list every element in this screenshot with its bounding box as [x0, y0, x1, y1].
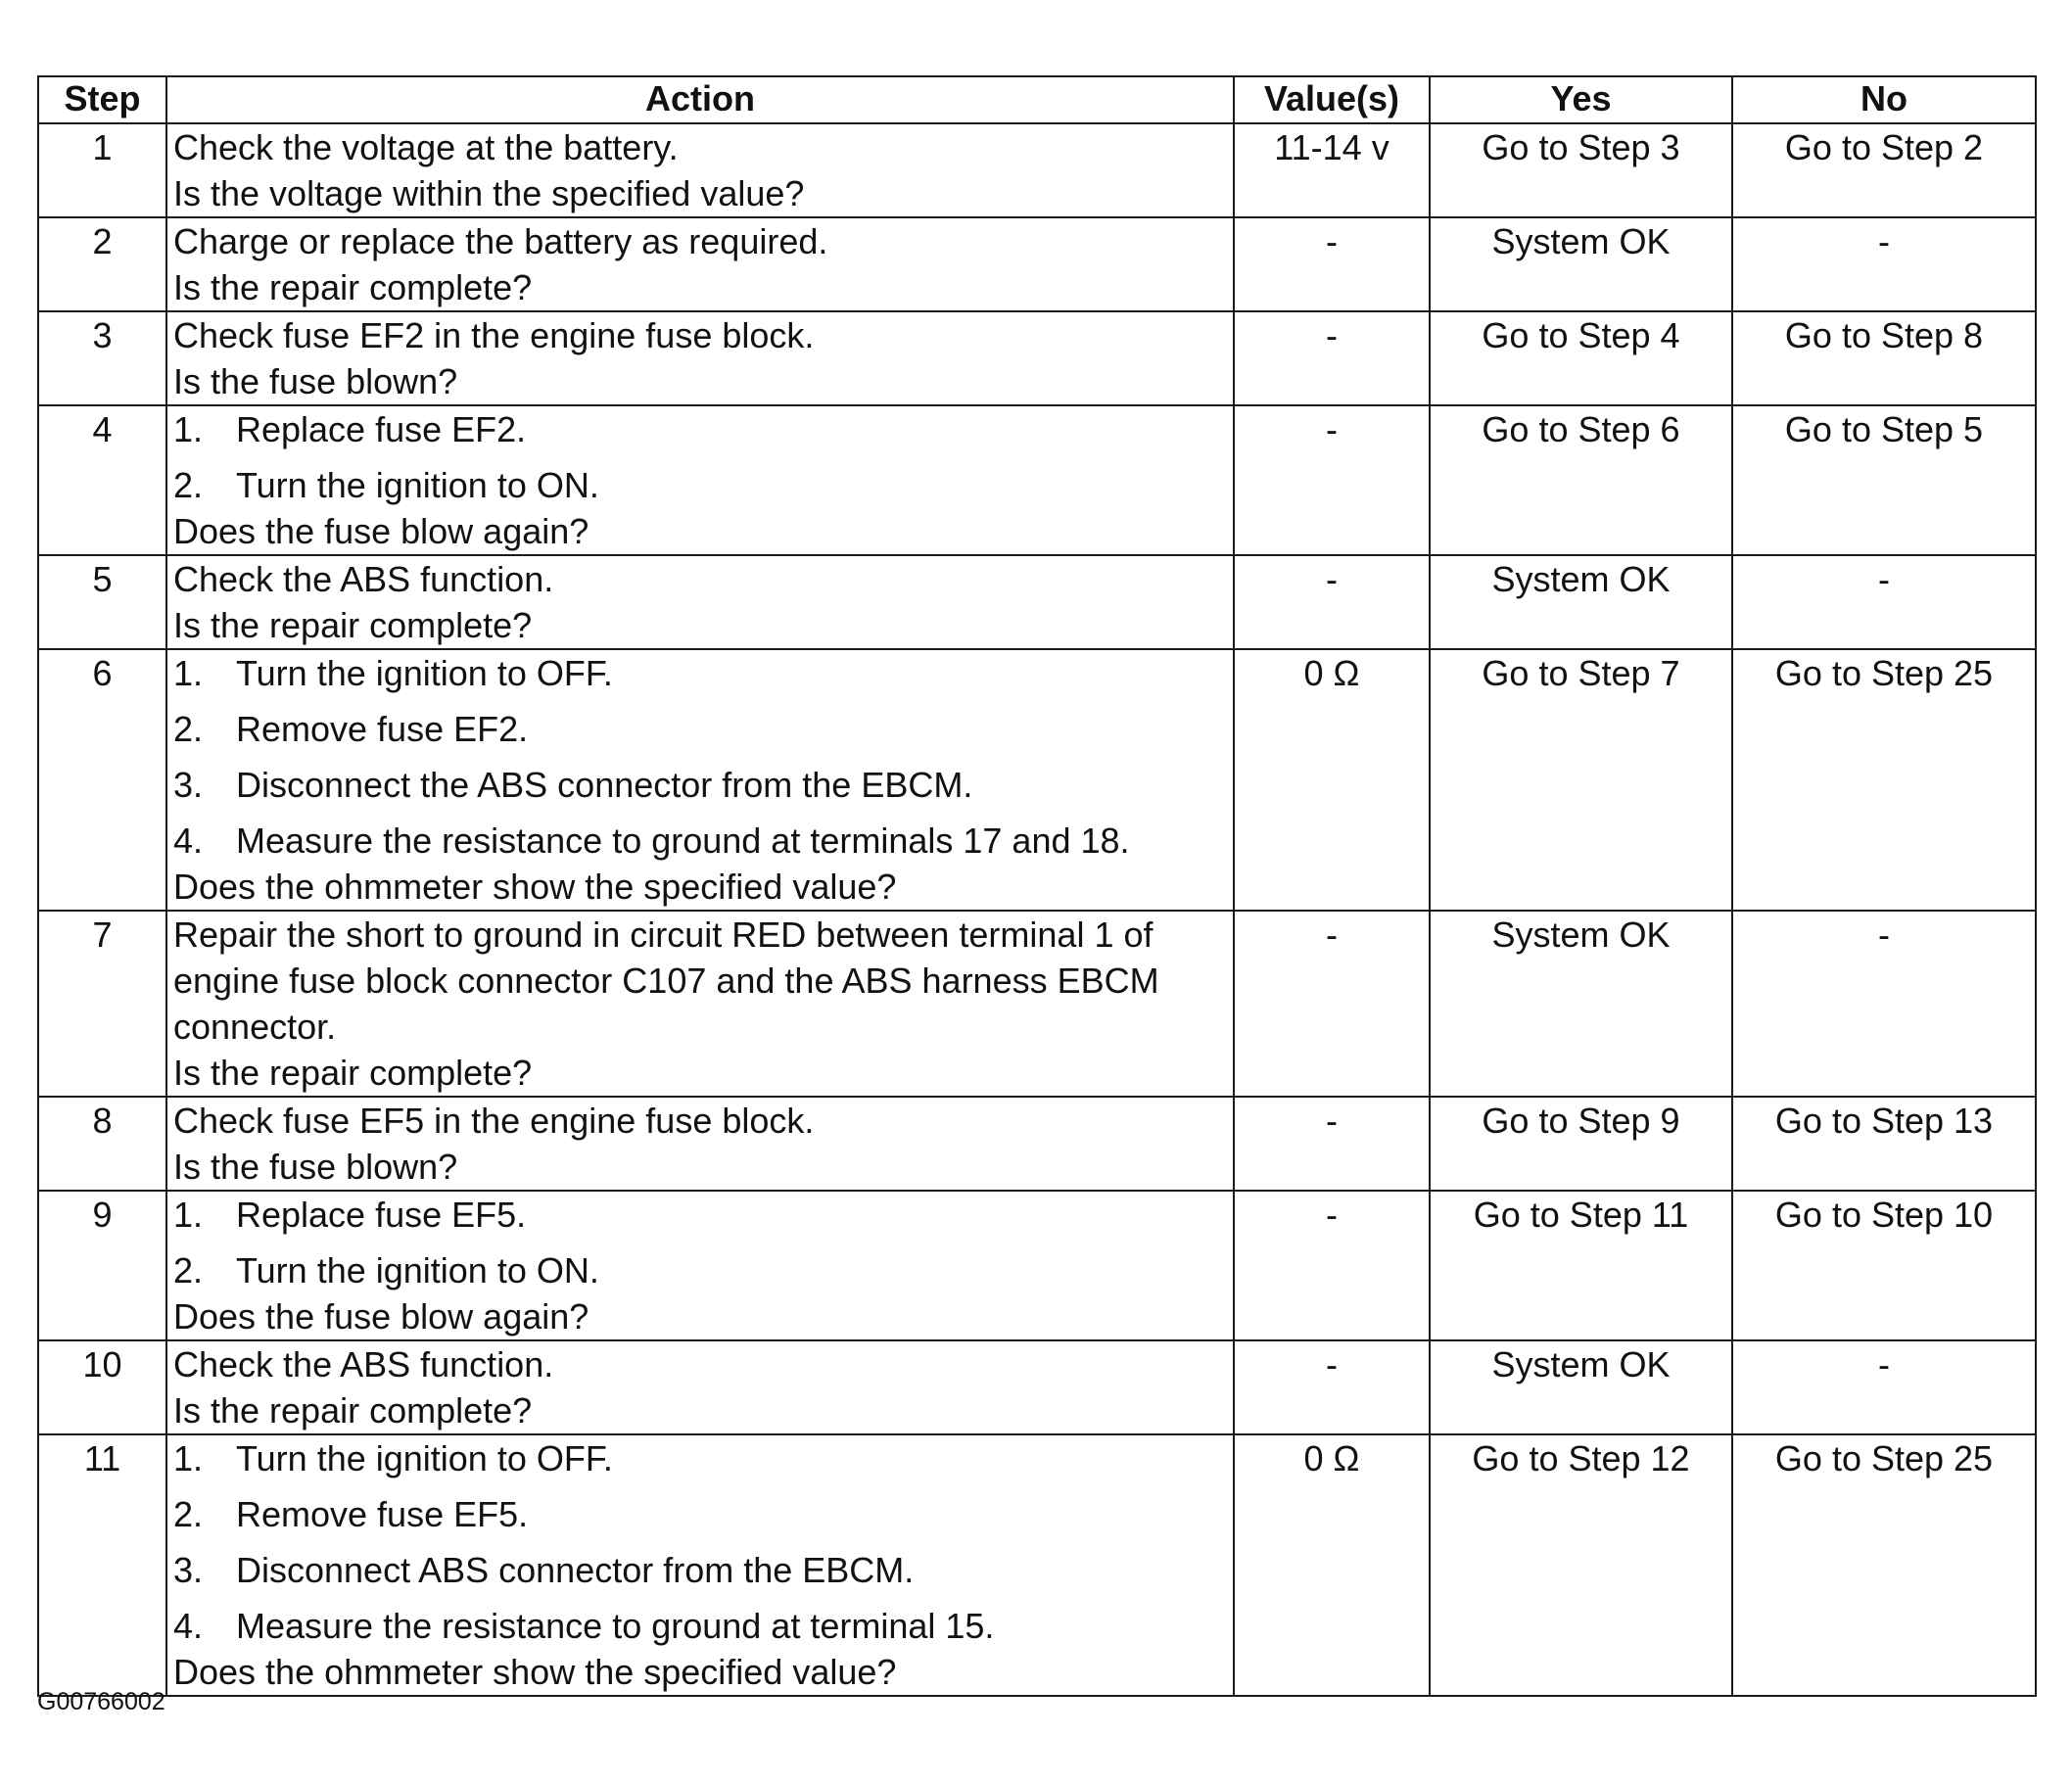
no-cell: - [1732, 1340, 2036, 1434]
substep-text: Measure the resistance to ground at terminals 17 and 18. [236, 821, 1130, 861]
substep-text: Turn the ignition to OFF. [236, 1438, 613, 1478]
action-cell [166, 1434, 1234, 1696]
action-question: Does the fuse blow again? [173, 1296, 589, 1337]
value-cell: - [1234, 217, 1430, 311]
action-substep [173, 1603, 1229, 1649]
substep-number: 2. [173, 465, 204, 505]
action-question: Does the ohmmeter show the specified value? [173, 867, 897, 907]
action-text-line: engine fuse block connector C107 and the ABS harness EBCM [173, 961, 1159, 1001]
substep-text: Turn the ignition to ON. [236, 465, 599, 505]
action-substep [173, 1192, 1229, 1238]
table-row [38, 555, 2036, 649]
figure-code: G00766002 [37, 1688, 165, 1715]
substep-text: Replace fuse EF5. [236, 1195, 527, 1235]
table-row [38, 311, 2036, 405]
action-substep [173, 1435, 1229, 1481]
table-body [38, 123, 2036, 1696]
substep-number: 2. [173, 1494, 204, 1534]
step-cell: 9 [38, 1191, 166, 1340]
table-row [38, 1191, 2036, 1340]
no-cell: - [1732, 217, 2036, 311]
yes-cell: Go to Step 6 [1430, 405, 1732, 555]
yes-cell: System OK [1430, 1340, 1732, 1434]
step-cell: 6 [38, 649, 166, 911]
no-cell: Go to Step 8 [1732, 311, 2036, 405]
no-cell: Go to Step 10 [1732, 1191, 2036, 1340]
no-cell: Go to Step 13 [1732, 1097, 2036, 1191]
step-cell: 3 [38, 311, 166, 405]
yes-cell: Go to Step 12 [1430, 1434, 1732, 1696]
action-substep [173, 706, 1229, 752]
no-cell: Go to Step 25 [1732, 649, 2036, 911]
action-cell [166, 555, 1234, 649]
substep-number: 1. [173, 409, 204, 449]
action-text-line: Check the ABS function. [173, 559, 554, 599]
yes-cell: Go to Step 9 [1430, 1097, 1732, 1191]
action-substep [173, 762, 1229, 808]
table-row [38, 217, 2036, 311]
action-text-line: Charge or replace the battery as required. [173, 221, 828, 261]
yes-cell: System OK [1430, 911, 1732, 1097]
action-substep [173, 462, 1229, 508]
action-cell [166, 911, 1234, 1097]
no-cell: - [1732, 555, 2036, 649]
action-cell [166, 123, 1234, 217]
action-text-line: Is the fuse blown? [173, 361, 458, 401]
table-row [38, 123, 2036, 217]
table-row [38, 405, 2036, 555]
step-cell: 5 [38, 555, 166, 649]
substep-number: 1. [173, 653, 204, 693]
action-substep [173, 1491, 1229, 1537]
step-cell: 2 [38, 217, 166, 311]
value-cell: - [1234, 1191, 1430, 1340]
action-text-line: Repair the short to ground in circuit RED between terminal 1 of [173, 915, 1154, 955]
action-substep [173, 1547, 1229, 1593]
substep-text: Turn the ignition to ON. [236, 1250, 599, 1290]
table-row [38, 911, 2036, 1097]
substep-text: Disconnect ABS connector from the EBCM. [236, 1550, 915, 1590]
value-cell: - [1234, 555, 1430, 649]
action-text-line: Check fuse EF5 in the engine fuse block. [173, 1101, 815, 1141]
action-substep [173, 1247, 1229, 1293]
value-cell: - [1234, 1340, 1430, 1434]
action-text-line: Is the repair complete? [173, 1053, 533, 1093]
action-text-line: connector. [173, 1007, 337, 1047]
action-text-line: Is the voltage within the specified value? [173, 173, 805, 213]
action-cell [166, 1097, 1234, 1191]
step-cell: 8 [38, 1097, 166, 1191]
header-value: Value(s) [1234, 76, 1430, 123]
step-cell: 4 [38, 405, 166, 555]
action-substep [173, 406, 1229, 452]
value-cell: 0 Ω [1234, 1434, 1430, 1696]
action-question: Does the ohmmeter show the specified value? [173, 1652, 897, 1692]
substep-text: Measure the resistance to ground at terminal 15. [236, 1606, 995, 1646]
header-no: No [1732, 76, 2036, 123]
table-row [38, 1434, 2036, 1696]
substep-text: Replace fuse EF2. [236, 409, 527, 449]
substep-text: Remove fuse EF2. [236, 709, 529, 749]
yes-cell: System OK [1430, 217, 1732, 311]
value-cell: - [1234, 311, 1430, 405]
substep-text: Remove fuse EF5. [236, 1494, 529, 1534]
header-yes: Yes [1430, 76, 1732, 123]
value-cell: 11-14 v [1234, 123, 1430, 217]
action-cell [166, 311, 1234, 405]
substep-number: 3. [173, 1550, 204, 1590]
yes-cell: Go to Step 7 [1430, 649, 1732, 911]
action-substep [173, 650, 1229, 696]
substep-number: 4. [173, 1606, 204, 1646]
substep-number: 1. [173, 1438, 204, 1478]
yes-cell: Go to Step 3 [1430, 123, 1732, 217]
value-cell: - [1234, 1097, 1430, 1191]
substep-text: Turn the ignition to OFF. [236, 653, 613, 693]
step-cell: 10 [38, 1340, 166, 1434]
action-cell [166, 1340, 1234, 1434]
action-cell [166, 649, 1234, 911]
substep-text: Disconnect the ABS connector from the EBCM. [236, 765, 973, 805]
action-text-line: Check fuse EF2 in the engine fuse block. [173, 315, 815, 355]
action-text-line: Check the voltage at the battery. [173, 127, 679, 167]
no-cell: Go to Step 5 [1732, 405, 2036, 555]
action-cell [166, 217, 1234, 311]
action-substep [173, 818, 1229, 864]
step-cell: 1 [38, 123, 166, 217]
action-text-line: Is the repair complete? [173, 267, 533, 307]
action-cell [166, 1191, 1234, 1340]
action-text-line: Is the fuse blown? [173, 1147, 458, 1187]
step-cell: 7 [38, 911, 166, 1097]
substep-number: 1. [173, 1195, 204, 1235]
value-cell: - [1234, 405, 1430, 555]
substep-number: 3. [173, 765, 204, 805]
value-cell: - [1234, 911, 1430, 1097]
step-cell: 11 [38, 1434, 166, 1696]
table-header [38, 76, 2036, 123]
header-step: Step [38, 76, 166, 123]
action-cell [166, 405, 1234, 555]
substep-number: 2. [173, 1250, 204, 1290]
table-row [38, 649, 2036, 911]
table-row [38, 1340, 2036, 1434]
no-cell: - [1732, 911, 2036, 1097]
yes-cell: Go to Step 11 [1430, 1191, 1732, 1340]
action-question: Does the fuse blow again? [173, 511, 589, 551]
yes-cell: System OK [1430, 555, 1732, 649]
header-row [38, 76, 2036, 123]
value-cell: 0 Ω [1234, 649, 1430, 911]
table-row [38, 1097, 2036, 1191]
header-action: Action [166, 76, 1234, 123]
action-text-line: Check the ABS function. [173, 1344, 554, 1384]
diagnostic-table [37, 75, 2037, 1697]
yes-cell: Go to Step 4 [1430, 311, 1732, 405]
no-cell: Go to Step 25 [1732, 1434, 2036, 1696]
action-text-line: Is the repair complete? [173, 1390, 533, 1431]
action-text-line: Is the repair complete? [173, 605, 533, 645]
substep-number: 4. [173, 821, 204, 861]
no-cell: Go to Step 2 [1732, 123, 2036, 217]
substep-number: 2. [173, 709, 204, 749]
